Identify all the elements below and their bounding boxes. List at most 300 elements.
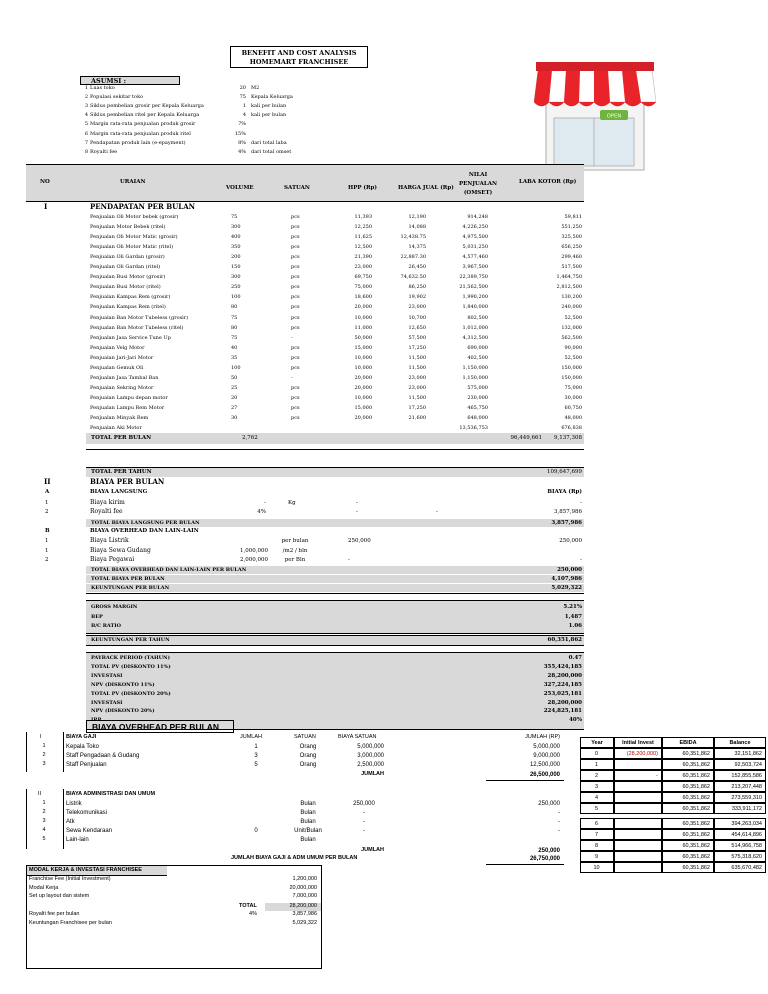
asumsi-label: Luas toko xyxy=(90,85,115,91)
keuntungan-tahun-row xyxy=(86,635,584,646)
od-grand: 26,750,000 xyxy=(529,856,560,862)
investment-value: 224,825,181 xyxy=(543,708,582,715)
investment-label: IRR xyxy=(91,717,102,724)
biaya-langsung-table xyxy=(26,499,584,519)
asumsi-value: 4% xyxy=(238,148,246,155)
row-laba: 562,500 xyxy=(561,334,582,341)
biaya-overhead-table xyxy=(26,537,584,567)
od-row-no: 3 xyxy=(42,818,46,824)
od-row-biaya: 5,000,000 xyxy=(357,744,384,750)
cashflow-value: 60,351,862 xyxy=(682,806,710,812)
cashflow-cell xyxy=(580,748,614,759)
col-hpp: HPP (Rp) xyxy=(348,185,378,191)
row-laba: 551,250 xyxy=(561,224,582,231)
row-volume: 40 xyxy=(231,344,238,351)
row-uraian: Penjualan Ban Motor Tubeless (grosir) xyxy=(90,314,189,321)
asumsi-value: 20 xyxy=(239,85,246,91)
pendapatan-row xyxy=(26,334,584,344)
cashflow-value: 10 xyxy=(593,865,600,871)
od-row-no: 1 xyxy=(42,743,46,749)
row-harga: 57,500 xyxy=(408,334,426,341)
row-satuan: pcs xyxy=(291,254,300,261)
cashflow-cell xyxy=(614,840,662,851)
cashflow-cell xyxy=(580,803,614,814)
row-satuan: pcs xyxy=(291,415,300,421)
cashflow-header: Initial Invest xyxy=(622,740,654,746)
asumsi-list xyxy=(80,86,320,161)
row-laba: 52,500 xyxy=(564,354,582,361)
row-laba: - xyxy=(580,557,582,563)
row-harga: 22,887.30 xyxy=(400,254,426,261)
investment-label: TOTAL PV (DISKONTO 11%) xyxy=(91,663,171,670)
modal-item-label: Set up layout dan sistem xyxy=(29,893,90,900)
row-nilai: 1,150,000 xyxy=(462,374,488,381)
od-adm-subtotal: 250,000 xyxy=(538,848,560,854)
total-per-bulan-laba: 9,137,308 xyxy=(554,435,582,441)
row-hpp: 15,000 xyxy=(354,404,372,411)
cashflow-cell xyxy=(714,840,766,851)
row-nilai: 13,536,753 xyxy=(459,425,488,432)
pendapatan-row xyxy=(26,364,584,374)
cashflow-cell xyxy=(662,792,714,803)
od-col-biaya: BIAYA SATUAN xyxy=(338,734,377,740)
row-uraian: Penjualan Aki Motor xyxy=(90,425,142,432)
total-per-bulan-row xyxy=(86,433,584,444)
row-harga: 19,902 xyxy=(408,294,426,301)
row-label: Biaya Listrik xyxy=(90,537,129,544)
row-hpp: 11,393 xyxy=(354,214,372,220)
row-harga: 11,500 xyxy=(408,394,426,401)
cashflow-value: 60,351,862 xyxy=(682,865,710,871)
ratio-label: B/C RATIO xyxy=(91,623,121,629)
investment-value: 40% xyxy=(569,717,582,724)
cashflow-header-cell xyxy=(714,737,766,748)
row-volume: 1,000,000 xyxy=(240,547,268,554)
row-volume: 2,000,000 xyxy=(240,557,268,563)
total-biaya-langsung-value: 3,857,986 xyxy=(551,519,582,526)
row-nilai: - xyxy=(436,509,438,515)
modal-box xyxy=(26,865,322,969)
cashflow-header-cell xyxy=(614,737,662,748)
row-hpp: 20,000 xyxy=(354,304,372,311)
cashflow-cell xyxy=(662,862,714,873)
od-row-label: Kepala Toko xyxy=(66,744,99,750)
pendapatan-row xyxy=(26,263,584,273)
row-nilai: 22,389,750 xyxy=(459,274,488,281)
row-laba: 60,750 xyxy=(564,404,582,411)
keuntungan-tahun-value: 60,351,862 xyxy=(547,637,582,643)
od-row-satuan: Bulan xyxy=(300,810,316,816)
od-adm-no: II xyxy=(38,791,42,797)
row-uraian: Penjualan Motor Bebek (ritel) xyxy=(90,224,166,231)
row-uraian: Penjualan Lampu depan motor xyxy=(90,394,168,401)
cashflow-cell xyxy=(714,862,766,873)
cashflow-value: 2 xyxy=(594,773,599,779)
row-satuan: pcs xyxy=(291,344,300,351)
od-row-satuan: Orang xyxy=(299,744,317,750)
od-row-total: - xyxy=(558,810,560,816)
row-uraian: Penjualan Gemuk Oli xyxy=(90,364,144,371)
row-volume: 75 xyxy=(231,314,238,321)
row-volume: 400 xyxy=(231,234,241,241)
investment-value: 327,224,185 xyxy=(543,681,582,688)
cashflow-cell xyxy=(580,862,614,873)
row-laba: - xyxy=(580,500,582,506)
row-satuan: pcs xyxy=(291,244,300,251)
investment-label: INVESTASI xyxy=(91,672,123,679)
row-satuan: pcs xyxy=(291,394,300,401)
page-subtitle: HOMEMART FRANCHISEE xyxy=(249,58,349,66)
asumsi-value: 8% xyxy=(238,139,246,146)
row-uraian: Penjualan Oli Gardan (grosir) xyxy=(90,254,165,261)
row-laba: 2,812,500 xyxy=(556,284,582,291)
od-row-biaya: - xyxy=(363,810,365,816)
modal-keuntungan: 5,029,322 xyxy=(292,920,317,926)
section-ii-title: BIAYA PER BULAN xyxy=(90,477,165,486)
od-row-label: Staff Pengadaan & Gudang xyxy=(66,753,140,759)
row-uraian: Penjualan Oli Motor bebek (grosir) xyxy=(90,214,179,220)
row-volume: 50 xyxy=(231,374,238,381)
cashflow-cell xyxy=(614,759,662,770)
cashflow-value: 213,207,448 xyxy=(731,784,762,790)
main-table-header xyxy=(26,164,584,202)
od-row-total: - xyxy=(558,828,560,834)
row-nilai: 1,840,000 xyxy=(462,304,488,311)
od-row-jumlah: 3 xyxy=(254,753,258,759)
cashflow-cell xyxy=(580,829,614,840)
cashflow-cell xyxy=(580,781,614,792)
pendapatan-row xyxy=(26,253,584,263)
biaya-overhead-row xyxy=(26,556,584,566)
modal-royalti: 3,857,986 xyxy=(292,911,317,917)
asumsi-label: Populasi sekitar toko xyxy=(90,94,144,101)
modal-total-label: TOTAL xyxy=(239,903,257,909)
total-biaya-label: TOTAL BIAYA PER BULAN xyxy=(91,576,165,582)
cashflow-cell xyxy=(614,770,662,781)
row-volume: 30 xyxy=(231,415,238,421)
row-satuan: Kg xyxy=(288,500,296,506)
row-nilai: 1,012,000 xyxy=(462,324,488,331)
keuntungan-row xyxy=(86,584,584,592)
row-hpp: 50,000 xyxy=(354,334,372,341)
total-per-bulan-nilai: 96,449,661 xyxy=(510,435,542,441)
col-no: NO xyxy=(40,179,50,185)
od-adm-title: BIAYA ADMINISTRASI DAN UMUM xyxy=(66,791,156,797)
pendapatan-row xyxy=(26,374,584,384)
row-nilai: 575,000 xyxy=(467,384,488,391)
row-nilai: 4,312,500 xyxy=(462,334,488,341)
row-nilai: 1,990,200 xyxy=(462,294,488,301)
asumsi-unit: M2 xyxy=(251,85,260,91)
row-hpp: 11,000 xyxy=(354,324,372,331)
pendapatan-row xyxy=(26,293,584,303)
cashflow-cell xyxy=(662,851,714,862)
row-hpp: 10,000 xyxy=(354,394,372,401)
od-row-biaya: 3,000,000 xyxy=(357,753,384,759)
total-overhead-label: TOTAL BIAYA OVERHEAD DAN LAIN-LAIN PER BULAN xyxy=(91,567,247,573)
biaya-overhead-letter: B xyxy=(45,528,50,534)
row-satuan: pcs xyxy=(291,214,300,220)
cashflow-cell xyxy=(580,851,614,862)
ratio-label: GROSS MARGIN xyxy=(91,604,138,610)
row-no: 1 xyxy=(45,547,49,554)
cashflow-cell xyxy=(714,851,766,862)
od-row-label: Lain-lain xyxy=(66,837,89,843)
row-satuan: pcs xyxy=(291,404,300,411)
asumsi-label: Royalti fee xyxy=(90,148,118,155)
cashflow-cell xyxy=(714,818,766,829)
od-row-satuan: Bulan xyxy=(300,801,316,807)
row-nilai: 5,031,250 xyxy=(462,244,488,251)
row-hpp: 10,000 xyxy=(354,364,372,371)
row-volume: 25 xyxy=(231,384,238,391)
row-satuan: /m2 / bln xyxy=(282,547,308,554)
cashflow-header: Balance xyxy=(729,740,751,746)
cashflow-value: 333,911,172 xyxy=(731,806,762,812)
row-volume: 35 xyxy=(231,354,238,361)
asumsi-header-bar xyxy=(80,76,180,85)
od-col-satuan: SATUAN xyxy=(294,734,316,740)
cashflow-cell xyxy=(662,803,714,814)
asumsi-unit: kali per bulan xyxy=(251,103,287,110)
cashflow-cell xyxy=(662,829,714,840)
modal-royalti-label: Royalti fee per bulan xyxy=(29,911,80,917)
row-laba: 52,500 xyxy=(564,314,582,321)
modal-title: MODAL KERJA & INVESTASI FRANCHISEE xyxy=(29,867,142,873)
col-laba: LABA KOTOR (Rp) xyxy=(519,179,577,185)
row-satuan: per bulan xyxy=(281,538,309,544)
row-hpp: 10,000 xyxy=(354,354,372,361)
cashflow-cell xyxy=(714,759,766,770)
investment-label: INVESTASI xyxy=(91,699,123,706)
section-i-no: I xyxy=(44,202,48,211)
asumsi-value: 4 xyxy=(242,112,246,119)
row-hpp: 21,390 xyxy=(354,254,372,261)
ratio-value: 1.06 xyxy=(568,623,582,629)
row-uraian: Penjualan Oli Motor Matic (ritel) xyxy=(90,244,174,251)
cashflow-value: 92,503,724 xyxy=(734,762,762,768)
cashflow-cell xyxy=(714,792,766,803)
modal-item-value: 7,000,000 xyxy=(292,893,317,900)
investment-value: 28,200,000 xyxy=(547,672,582,679)
asumsi-no: 6 xyxy=(84,130,88,137)
row-nilai: 465,750 xyxy=(467,404,488,411)
col-nilai: NILAI PENJUALAN (OMSET) xyxy=(458,172,497,196)
row-laba: 150,000 xyxy=(561,364,582,371)
row-uraian: Penjualan Busi Motor (ritel) xyxy=(90,284,161,291)
row-satuan: pcs xyxy=(291,274,300,281)
cashflow-value: 635,670,482 xyxy=(731,865,762,871)
row-harga: 23,000 xyxy=(408,384,426,391)
cashflow-value: 60,351,862 xyxy=(682,784,710,790)
row-uraian: Penjualan Ban Motor Tubeless (ritel) xyxy=(90,324,184,331)
col-volume: VOLUME xyxy=(226,185,254,191)
total-overhead-value: 250,000 xyxy=(557,566,582,573)
modal-item-value: 1,200,000 xyxy=(292,876,317,882)
pendapatan-row xyxy=(26,243,584,253)
row-volume: 4% xyxy=(257,509,266,515)
row-satuan: pcs xyxy=(291,234,300,241)
od-row-satuan: Bulan xyxy=(300,837,316,843)
overhead-detail-title: BIAYA OVERHEAD PER BULAN xyxy=(92,722,220,732)
cashflow-value: 4 xyxy=(594,795,599,801)
row-laba: 250,000 xyxy=(559,538,582,544)
cashflow-value: 394,263,034 xyxy=(731,821,762,827)
row-nilai: 1,150,000 xyxy=(462,364,488,371)
investment-label: PAYBACK PERIOD (TAHUN) xyxy=(91,655,170,661)
od-row-no: 3 xyxy=(42,761,46,767)
row-satuan: pcs xyxy=(291,224,300,231)
total-per-tahun-label: TOTAL PER TAHUN xyxy=(91,469,152,475)
pendapatan-row xyxy=(26,273,584,283)
row-hpp: - xyxy=(356,509,358,515)
pendapatan-row xyxy=(26,303,584,313)
row-harga: 26,450 xyxy=(408,264,426,271)
od-row-no: 2 xyxy=(42,809,46,815)
pendapatan-row xyxy=(26,354,584,364)
row-laba: 130,200 xyxy=(561,294,582,301)
row-label: Biaya Pegawai xyxy=(90,556,135,563)
row-laba: 517,500 xyxy=(561,264,582,271)
cashflow-cell xyxy=(614,851,662,862)
cashflow-header-cell xyxy=(662,737,714,748)
row-volume: 300 xyxy=(231,274,241,281)
cashflow-value: 7 xyxy=(594,832,599,838)
row-volume: 75 xyxy=(231,214,238,220)
asumsi-value: 75 xyxy=(239,94,246,101)
asumsi-no: 7 xyxy=(84,139,88,146)
pendapatan-row xyxy=(26,344,584,354)
row-uraian: Penjualan Minyak Rem xyxy=(90,415,149,421)
storefront-awning-icon xyxy=(534,60,656,172)
cashflow-table xyxy=(580,737,768,881)
row-hpp: 12,250 xyxy=(354,224,372,231)
od-gaji-no: I xyxy=(40,734,42,740)
modal-item-label: Franchise Fee (Initial Investment) xyxy=(29,876,111,882)
cashflow-cell xyxy=(714,781,766,792)
cashflow-cell xyxy=(614,818,662,829)
row-volume: 350 xyxy=(231,244,241,251)
pendapatan-row xyxy=(26,414,584,424)
row-label: Royalti fee xyxy=(90,508,123,515)
row-hpp: 10,000 xyxy=(354,314,372,321)
row-hpp: 11,625 xyxy=(354,234,372,241)
pendapatan-table xyxy=(26,212,584,432)
od-row-biaya: - xyxy=(363,819,365,825)
pendapatan-row xyxy=(26,384,584,394)
investment-block xyxy=(86,652,584,730)
row-harga: 12,650 xyxy=(408,324,426,331)
row-harga: 17,250 xyxy=(408,404,426,411)
row-laba: 240,000 xyxy=(561,304,582,311)
row-laba: 3,857,986 xyxy=(554,509,582,515)
row-nilai: 802,500 xyxy=(467,314,488,321)
cashflow-value: 60,351,862 xyxy=(682,773,710,779)
asumsi-no: 2 xyxy=(84,94,88,101)
cashflow-cell xyxy=(580,770,614,781)
pendapatan-row xyxy=(26,324,584,334)
asumsi-no: 5 xyxy=(84,121,88,128)
page-title: BENEFIT AND COST ANALYSIS xyxy=(241,49,357,57)
row-nilai: 21,562,500 xyxy=(459,284,488,291)
total-biaya-row xyxy=(86,575,584,583)
cashflow-cell xyxy=(714,770,766,781)
row-hpp: - xyxy=(348,557,350,563)
cashflow-cell xyxy=(662,840,714,851)
ratio-label: BEP xyxy=(91,613,103,620)
row-uraian: Penjualan Kampas Rem (grosir) xyxy=(90,294,171,301)
modal-total: 28,200,000 xyxy=(289,903,317,909)
biaya-langsung-letter: A xyxy=(45,489,50,495)
cashflow-value: (28,200,000) xyxy=(626,751,658,757)
pendapatan-row xyxy=(26,394,584,404)
cashflow-value: 60,351,862 xyxy=(682,821,710,827)
cashflow-value: 454,614,896 xyxy=(731,832,762,838)
od-row-label: Listrik xyxy=(66,801,82,807)
cashflow-value: 575,318,620 xyxy=(731,854,762,860)
od-row-satuan: Unit/Bulan xyxy=(294,828,322,834)
cashflow-cell xyxy=(714,748,766,759)
row-laba: 75,000 xyxy=(564,384,582,391)
section-ii-no: II xyxy=(44,477,51,486)
row-uraian: Penjualan Kampas Rem (ritel) xyxy=(90,304,166,311)
row-satuan: pcs xyxy=(291,314,300,321)
row-hpp: 15,000 xyxy=(354,344,372,351)
od-row-no: 2 xyxy=(42,752,46,758)
cashflow-value: 60,351,862 xyxy=(682,795,710,801)
row-satuan: - xyxy=(291,334,293,341)
modal-keuntungan-label: Keuntungan Franchisee per bulan xyxy=(29,920,112,926)
od-row-total: 12,500,000 xyxy=(529,762,560,768)
row-nilai: 3,967,500 xyxy=(462,264,488,271)
row-laba: 59,811 xyxy=(564,214,582,220)
od-row-no: 1 xyxy=(42,800,46,806)
row-laba: 325,500 xyxy=(561,234,582,241)
row-harga: 12,190 xyxy=(408,214,426,220)
cashflow-cell xyxy=(614,781,662,792)
asumsi-no: 3 xyxy=(84,103,88,110)
od-row-biaya: 250,000 xyxy=(353,801,375,807)
row-nilai: 4,577,460 xyxy=(462,254,488,261)
biaya-langsung-col: BIAYA (Rp) xyxy=(547,489,582,495)
row-harga: 21,600 xyxy=(408,415,426,421)
overhead-detail-table xyxy=(26,732,566,862)
asumsi-value: 1 xyxy=(242,103,246,110)
od-row-satuan: Orang xyxy=(299,753,317,759)
row-volume: 100 xyxy=(231,294,241,301)
cashflow-cell xyxy=(662,781,714,792)
od-gaji-title: BIAYA GAJI xyxy=(66,734,97,740)
cashflow-cell xyxy=(662,759,714,770)
od-row-total: 5,000,000 xyxy=(533,744,560,750)
od-row-label: Telekomunikasi xyxy=(66,810,108,816)
cashflow-cell xyxy=(662,748,714,759)
total-biaya-langsung-row xyxy=(86,519,584,527)
row-hpp: - xyxy=(356,500,358,506)
cashflow-cell xyxy=(714,829,766,840)
cashflow-cell xyxy=(614,792,662,803)
od-grand-label: JUMLAH BIAYA GAJI & ADM UMUM PER BULAN xyxy=(231,855,358,861)
row-uraian: Penjualan Sekring Motor xyxy=(90,384,154,391)
cashflow-value: 60,351,862 xyxy=(682,843,710,849)
biaya-langsung-title: BIAYA LANGSUNG xyxy=(90,489,148,495)
biaya-overhead-title: BIAYA OVERHEAD DAN LAIN-LAIN xyxy=(90,528,199,534)
cashflow-value: 0 xyxy=(594,751,599,757)
row-laba: 676,838 xyxy=(561,425,582,432)
asumsi-unit: Kepala Keluarga xyxy=(251,94,293,101)
cashflow-cell xyxy=(580,759,614,770)
row-volume: 200 xyxy=(231,254,241,261)
